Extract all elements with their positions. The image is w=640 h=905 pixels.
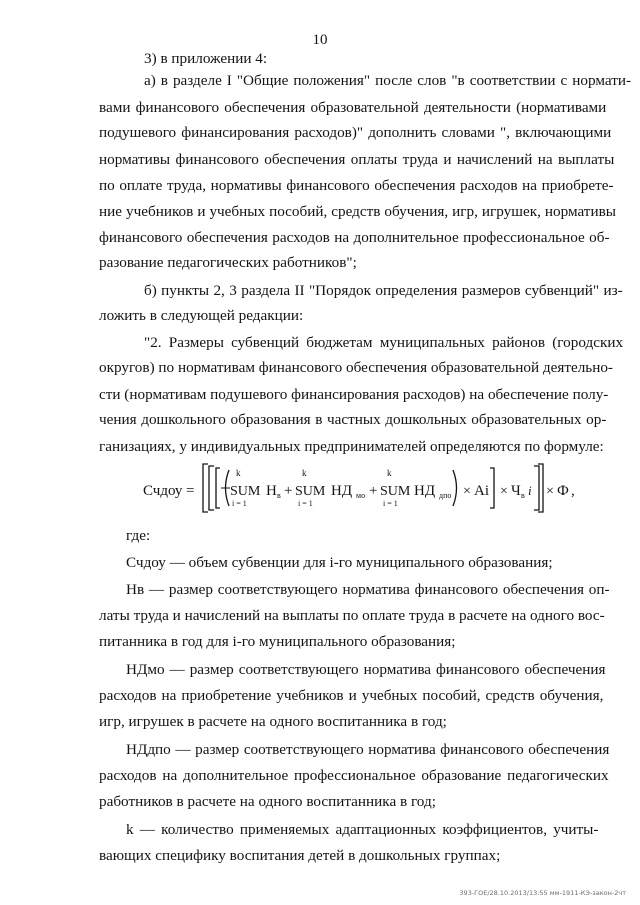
term-ch-sub: в — [521, 491, 525, 500]
sum-lower-limit: i = 1 — [298, 499, 313, 508]
text-line: разование педагогических работников"; — [99, 254, 357, 271]
text-line: НДмо — размер соответствующего норматива финансового обеспечения — [126, 661, 606, 678]
sum-lower-limit: i = 1 — [232, 499, 247, 508]
text-line: латы труда и начислений на выплаты по оплате труда в расчете на одного вос- — [99, 607, 605, 624]
text-line: Счдоу — объем субвенции для i-го муниципального образования; — [126, 554, 553, 571]
text-line: ганизациях, у индивидуальных предпринимателей определяются по формуле: — [99, 438, 604, 455]
term-ch: Ч — [511, 483, 521, 499]
text-line: вающих специфику воспитания детей в дошкольных группах; — [99, 847, 501, 864]
text-line: а) в разделе I "Общие положения" после слов "в соответствии с нормати- — [144, 72, 632, 89]
text-line: ние учебников и учебных пособий, средств обучения, игр, игрушек, нормативы — [99, 203, 616, 220]
sum-upper-limit: k — [236, 468, 241, 478]
page-number: 10 — [312, 32, 328, 48]
formula-end: , — [571, 483, 575, 499]
term-nddpo-sub: дпо — [439, 491, 452, 500]
term-nddpo: НД — [414, 483, 436, 499]
sum-operator: SUM — [295, 484, 326, 499]
text-line: чения дошкольного образования в частных дошкольных образовательных ор- — [99, 411, 607, 428]
document-footer: 393-ГОЕ/28.10.2013/13:55 мм-1911-КЭ-закон-2чт — [459, 889, 626, 897]
text-line: вами финансового обеспечения образовательной деятельности (нормативами — [99, 99, 607, 116]
term-ndmo-sub: мо — [356, 491, 366, 500]
subvention-formula — [0, 458, 640, 522]
term-nv: Н — [266, 483, 277, 499]
text-line: "2. Размеры субвенций бюджетам муниципальных районов (городских — [144, 334, 624, 351]
plus-sign: + — [284, 483, 293, 499]
times-sign: × — [500, 484, 508, 499]
sum-operator: SUM — [380, 484, 411, 499]
term-phi: Ф — [557, 483, 569, 499]
text-line: игр, игрушек в расчете на одного воспитанника в год; — [99, 713, 447, 730]
text-line: где: — [126, 527, 151, 544]
text-line: сти (нормативам подушевого финансирования расходов) на обеспечение полу- — [99, 386, 609, 403]
term-ndmo: НД — [331, 483, 353, 499]
text-line: 3) в приложении 4: — [144, 50, 268, 67]
text-line: НДдпо — размер соответствующего норматива финансового обеспечения — [126, 741, 610, 758]
text-line: ложить в следующей редакции: — [99, 307, 304, 324]
sum-upper-limit: k — [302, 468, 307, 478]
text-line: финансового обеспечения расходов на дополнительное профессиональное об- — [99, 229, 610, 246]
text-line: расходов на дополнительное профессиональное образование педагогических — [99, 767, 609, 784]
sum-upper-limit: k — [387, 468, 392, 478]
text-line: питанника в год для i-го муниципального образования; — [99, 633, 456, 650]
text-line: k — количество применяемых адаптационных коэффициентов, учиты- — [126, 821, 599, 838]
text-line: работников в расчете на одного воспитанника в год; — [99, 793, 436, 810]
formula-lhs: Счдоу — [143, 483, 183, 499]
text-line: подушевого финансирования расходов)" дополнить словами ", включающими — [99, 124, 612, 141]
text-line: нормативы финансового обеспечения оплаты труда и начислений на выплаты — [99, 151, 615, 168]
text-line: Нв — размер соответствующего норматива финансового обеспечения оп- — [126, 581, 610, 598]
formula-equals: = — [186, 483, 195, 499]
times-sign: × — [463, 484, 471, 499]
text-line: б) пункты 2, 3 раздела II "Порядок определения размеров субвенций" из- — [144, 282, 623, 299]
times-sign: × — [546, 484, 554, 499]
text-line: округов) по нормативам финансового обеспечения образовательной деятельно- — [99, 359, 613, 376]
sum-operator: SUM — [230, 484, 261, 499]
term-nv-sub: в — [277, 491, 281, 500]
text-line: по оплате труда, нормативы финансового обеспечения расходов на приобрете- — [99, 177, 614, 194]
term-ch-index: i — [528, 483, 532, 498]
text-line: расходов на приобретение учебников и учебных пособий, средств обучения, — [99, 687, 604, 704]
term-ai: Ai — [474, 483, 489, 499]
sum-lower-limit: i = 1 — [383, 499, 398, 508]
plus-sign: + — [369, 483, 378, 499]
